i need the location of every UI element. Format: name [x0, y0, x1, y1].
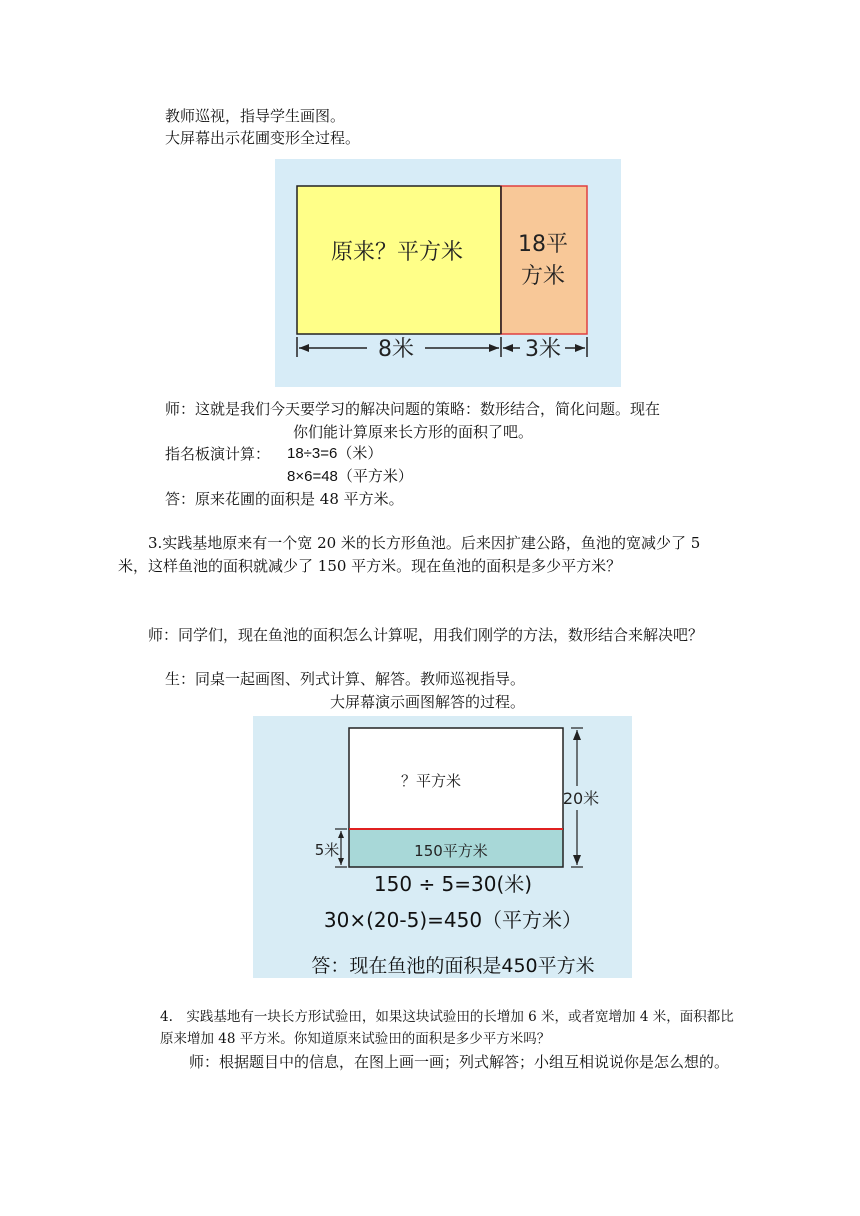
teacher-strategy-line: 师：这就是我们今天要学习的解决问题的策略：数形结合，简化问题。现在: [165, 400, 661, 418]
calc-line-2: 8×6=48（平方米）: [287, 468, 413, 485]
teacher-instruction: 师：根据题目中的信息，在图上画一画；列式解答；小组互相说说你是怎么想的。: [189, 1053, 730, 1071]
teacher-strategy-line-2: 你们能计算原来长方形的面积了吧。: [293, 423, 534, 441]
garden-figure: [275, 159, 621, 387]
line-big-screen: 大屏幕出示花圃变形全过程。: [165, 129, 361, 147]
equation-2: 30×(20-5)=450（平方米）: [323, 908, 583, 932]
fishpond-figure: [253, 716, 632, 978]
problem-4: 4. 实践基地有一块长方形试验田，如果这块试验田的长增加 6 米，或者宽增加 4 米，面积都比原来增加 48 平方米。你知道原来试验田的面积是多少平方米吗？: [160, 1009, 734, 1047]
board-calc-label: 指名板演计算：: [165, 445, 271, 463]
student-line: 生：同桌一起画图、列式计算、解答。教师巡视指导。: [165, 670, 526, 688]
dim-20m-label: 20米: [562, 789, 600, 808]
answer-label: 答：现在鱼池的面积是450平方米: [311, 955, 595, 977]
equation-1: 150 ÷ 5=30(米): [373, 872, 533, 896]
dim-3m-label: 3米: [525, 337, 561, 362]
line-teacher-patrol: 教师巡视，指导学生画图。: [165, 107, 346, 125]
original-area-label: 原来？平方米: [330, 240, 464, 265]
dim-8m-label: 8米: [378, 337, 414, 362]
dim-5m-label: 5米: [314, 841, 340, 859]
calc-line-1: 18÷3=6（米）: [287, 445, 383, 462]
answer-line-1: 答：原来花圃的面积是 48 平方米。: [165, 490, 404, 508]
added-area-label-1: 18平: [518, 232, 568, 257]
problem-3: 3.实践基地原来有一个宽 20 米的长方形鱼池。后来因扩建公路，鱼池的宽减少了 5 米，这样鱼池的面积就减少了 150 平方米。现在鱼池的面积是多少平方米？: [118, 534, 701, 575]
screen-demo-line: 大屏幕演示画图解答的过程。: [330, 693, 526, 711]
teacher-question: 师：同学们，现在鱼池的面积怎么计算呢，用我们刚学的方法，数形结合来解决吧？: [148, 626, 704, 644]
added-area-label-2: 方米: [520, 264, 566, 289]
unknown-area-label: ？平方米: [400, 772, 462, 790]
strip-area-label: 150平方米: [414, 842, 488, 860]
added-rect: [501, 186, 587, 334]
